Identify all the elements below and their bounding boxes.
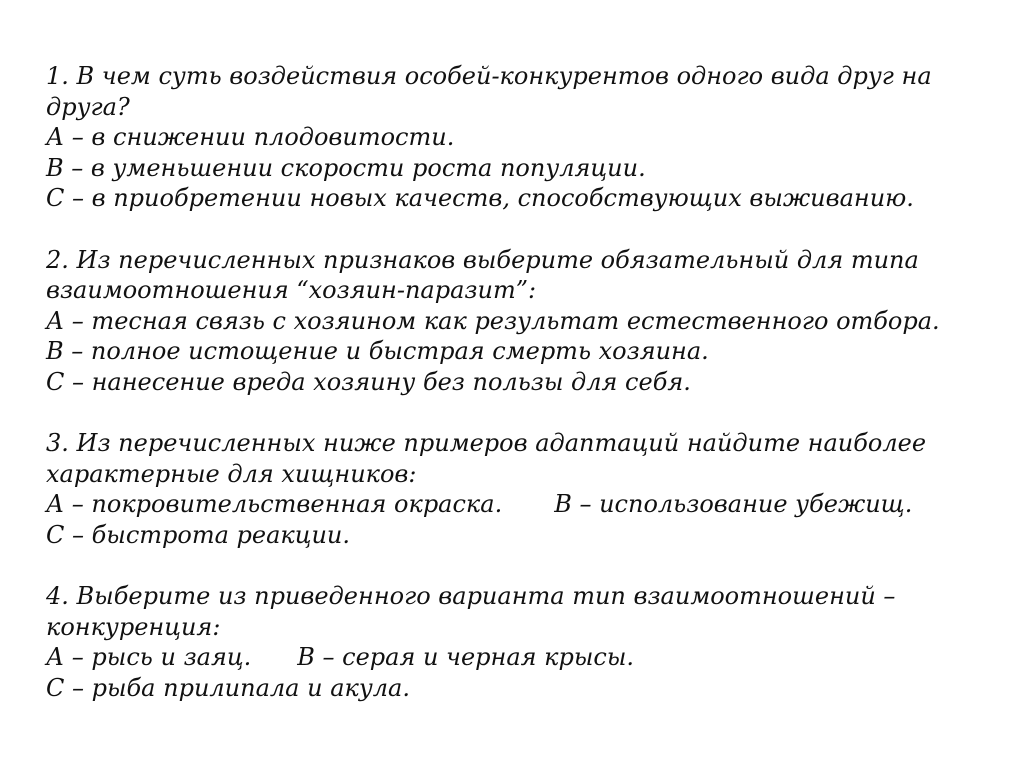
question-1-option-c: С – в приобретении новых качеств, способствующих выживанию. [46,184,914,213]
question-2 [46,245,1006,398]
question-2-option-a: А – тесная связь с хозяином как результат естественного отбора. [46,306,940,335]
question-3-option-b: В – использование убежищ. [554,490,913,519]
question-2-text-line-1: 2. Из перечисленных признаков выберите обязательный для типа [46,245,919,274]
question-1-option-b: В – в уменьшении скорости роста популяции. [46,153,646,182]
question-1 [46,61,1006,214]
question-4-option-b: В – серая и черная крысы. [297,643,635,672]
question-1-text-line-1: 1. В чем суть воздействия особей-конкурентов одного вида друг на [46,62,932,90]
question-4-text-line-2: конкуренция: [46,612,221,641]
question-3-options-row-1 [46,489,1006,520]
question-4-options-row-1 [46,642,1006,673]
question-3-text-line-1: 3. Из перечисленных ниже примеров адаптаций найдите наиболее [46,429,927,458]
question-3 [46,428,1006,550]
question-4-option-a: А – рысь и заяц. [46,643,252,672]
question-4 [46,581,1006,703]
question-4-text-line-1: 4. Выберите из приведенного варианта тип взаимоотношений – [46,582,896,611]
question-3-text-line-2: характерные для хищников: [46,459,417,488]
question-2-text-line-2: взаимоотношения “хозяин-паразит”: [46,276,537,305]
question-4-option-c: С – рыба прилипала и акула. [46,673,410,702]
question-2-option-c: С – нанесение вреда хозяину без пользы для себя. [46,367,691,396]
question-3-option-c: С – быстрота реакции. [46,520,351,549]
question-1-option-a: А – в снижении плодовитости. [46,123,455,152]
quiz-content [46,61,1006,734]
question-1-text-line-2: друга? [46,92,130,121]
question-2-option-b: В – полное истощение и быстрая смерть хозяина. [46,337,709,366]
question-3-option-a: А – покровительственная окраска. [46,490,503,519]
